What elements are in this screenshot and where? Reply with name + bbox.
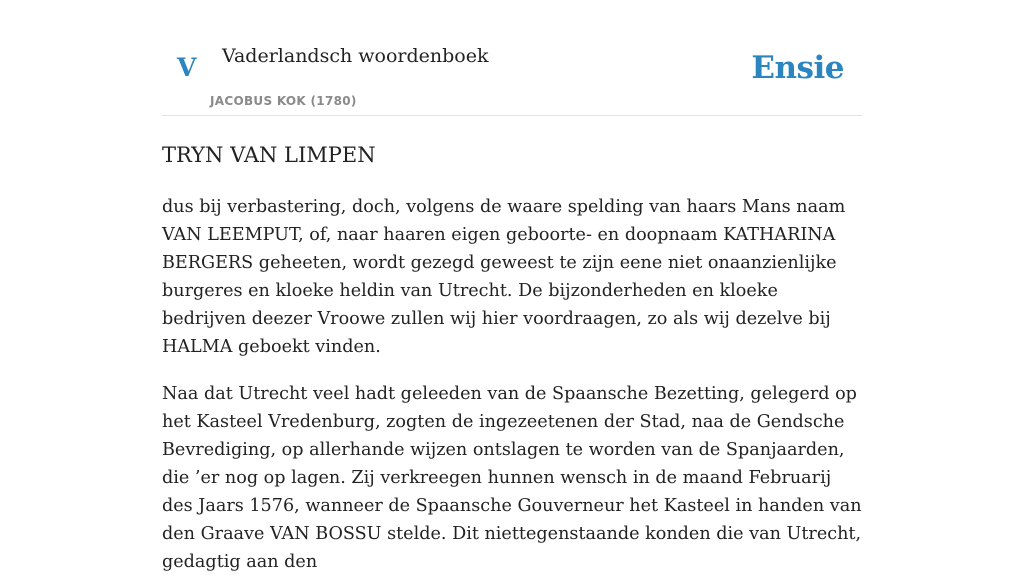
entry-paragraph: dus bij verbastering, doch, volgens de waare spelding van haars Mans naam VAN LEEMPUT, of, naar haaren eigen geboorte- en doopnaam KATHARINA BERGERS geheeten, wordt gezegd geweest te zijn eene niet onaanzienlijke burgeres en kloeke heldin van Utrecht. De bijzonderheden en kloeke bedrijven deezer Vroowe zullen wij hier voordraagen, zo als wij dezelve bij HALMA geboekt vinden. bbox=[162, 197, 846, 357]
book-title[interactable]: Vaderlandsch woordenboek bbox=[222, 45, 489, 67]
letter-index[interactable]: V bbox=[177, 53, 197, 82]
entry-content bbox=[162, 140, 862, 576]
entry-title: TRYN VAN LIMPEN bbox=[162, 143, 376, 167]
entry-paragraph: Naa dat Utrecht veel hadt geleeden van de Spaansche Bezetting, gelegerd op het Kasteel Vredenburg, zogten de ingezeetenen der Stad, naa de Gendsche Bevrediging, op allerhande wijzen ontslagen te worden van de Spanjaarden, die ’er nog op lagen. Zij verkreegen hunnen wensch in de maand Februarij des Jaars 1576, wanneer de Spaansche Gouverneur het Kasteel in handen van den Graave VAN BOSSU stelde. Dit niettegenstaande konden die van Utrecht, gedagtig aan den bbox=[162, 384, 862, 572]
ensie-logo[interactable]: Ensie bbox=[751, 50, 844, 86]
header bbox=[162, 0, 862, 116]
book-author: JACOBUS KOK (1780) bbox=[210, 94, 357, 108]
